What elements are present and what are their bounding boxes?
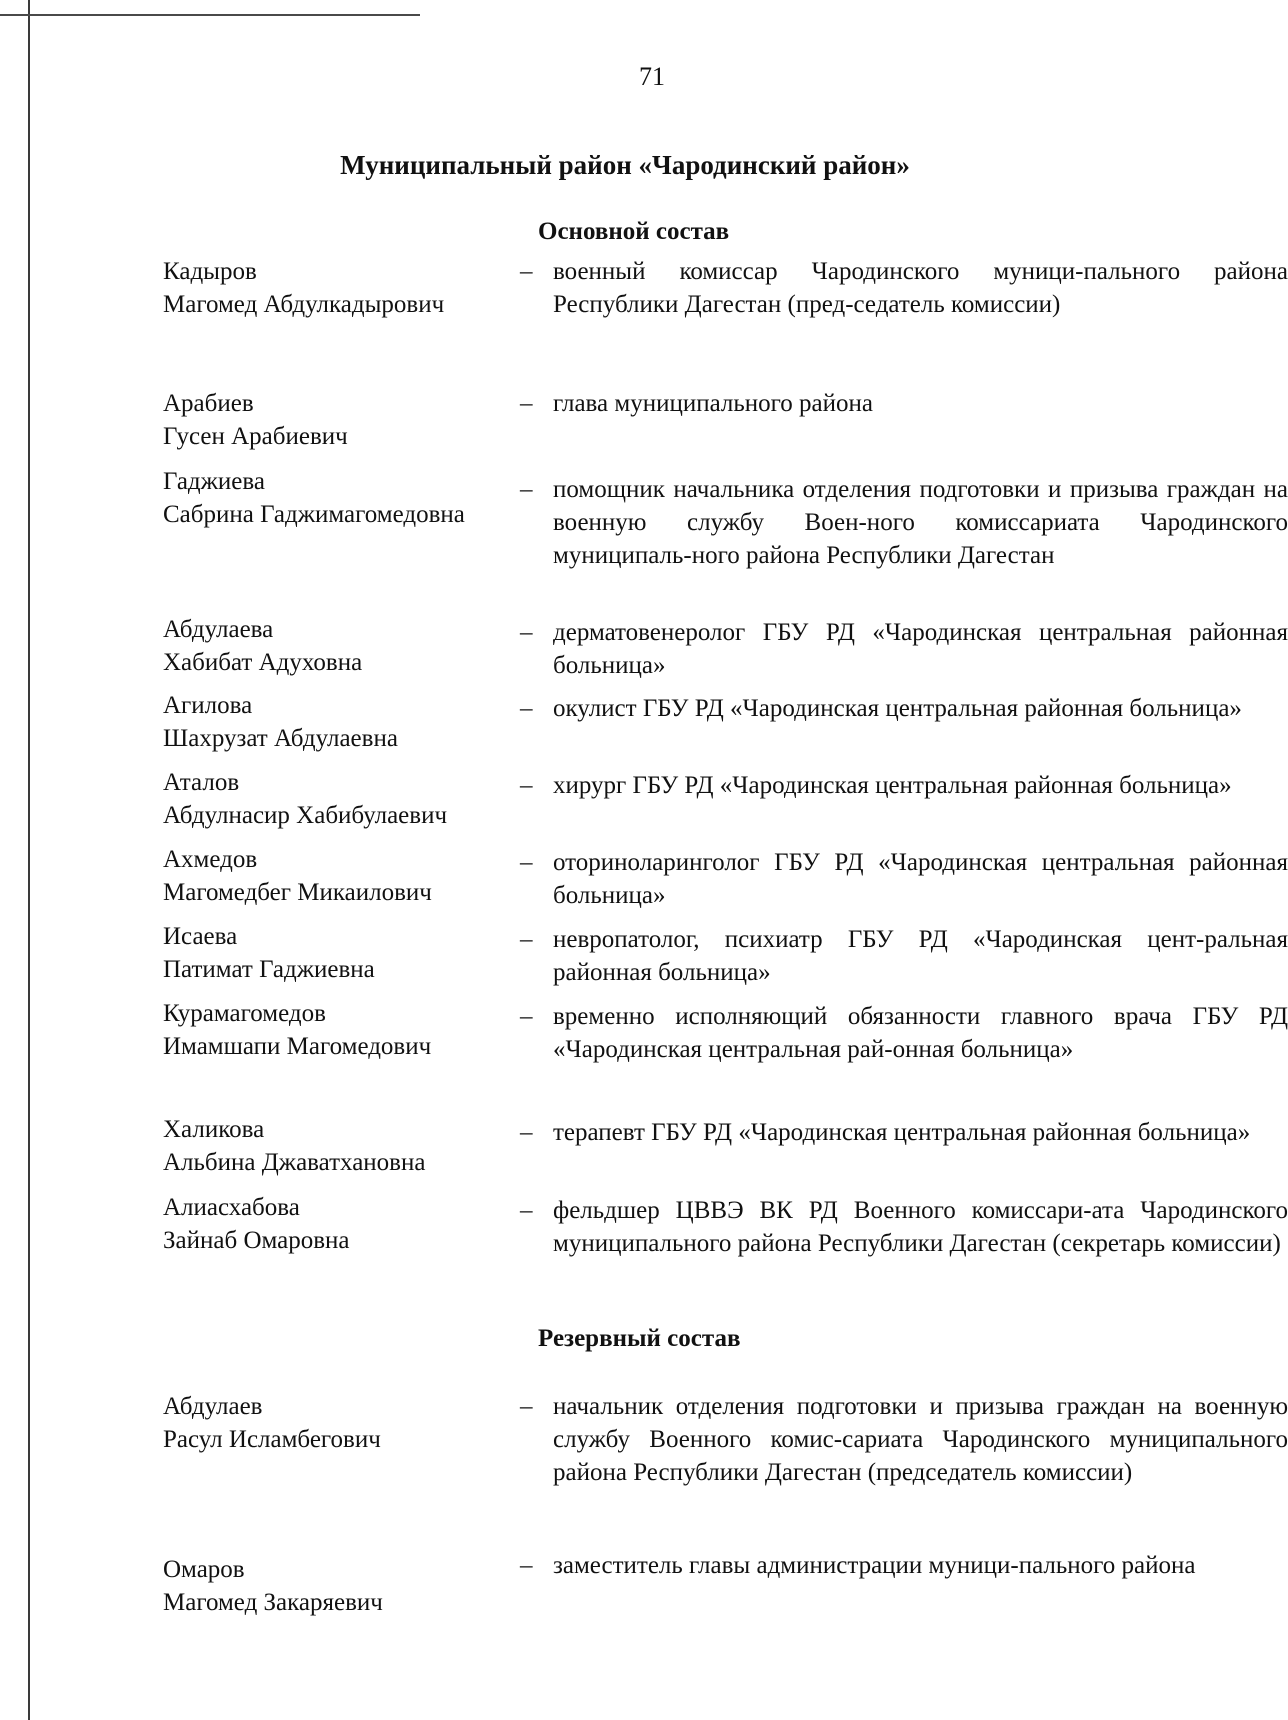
member-role: терапевт ГБУ РД «Чародинская центральная районная больница» <box>553 1119 1251 1146</box>
member-role: окулист ГБУ РД «Чародинская центральная районная больница» <box>553 695 1242 722</box>
separator-dash: – <box>520 258 533 285</box>
scan-edge-top <box>0 14 420 16</box>
member-given-name: Гусен Арабиевич <box>163 423 348 450</box>
separator-dash: – <box>520 1552 533 1579</box>
member-name <box>163 766 513 832</box>
separator-dash: – <box>520 849 533 876</box>
member-given-name: Расул Исламбегович <box>163 1426 381 1453</box>
member-given-name: Сабрина Гаджимагомедовна <box>163 501 465 528</box>
member-role: хирург ГБУ РД «Чародинская центральная районная больница» <box>553 772 1232 799</box>
member-name <box>163 689 513 755</box>
member-role: оториноларинголог ГБУ РД «Чародинская центральная районная больница» <box>553 849 1288 909</box>
member-surname: Алиасхабова <box>163 1194 300 1221</box>
member-surname: Омаров <box>163 1556 245 1583</box>
member-name <box>163 465 513 531</box>
member-name <box>163 1113 513 1179</box>
member-role: временно исполняющий обязанности главного врача ГБУ РД «Чародинская центральная рай-онная больница» <box>553 1003 1288 1063</box>
member-name <box>163 920 513 986</box>
member-role: глава муниципального района <box>553 390 873 417</box>
separator-dash: – <box>520 1197 533 1224</box>
member-role: дерматовенеролог ГБУ РД «Чародинская центральная районная больница» <box>553 619 1288 679</box>
member-given-name: Патимат Гаджиевна <box>163 956 375 983</box>
member-name <box>163 613 513 679</box>
member-name <box>163 1191 513 1257</box>
member-given-name: Альбина Джаватхановна <box>163 1149 426 1176</box>
member-name <box>163 1390 513 1456</box>
member-name <box>163 1553 513 1619</box>
member-surname: Абдулаева <box>163 616 274 643</box>
separator-dash: – <box>520 476 533 503</box>
member-surname: Исаева <box>163 923 238 950</box>
member-given-name: Имамшапи Магомедович <box>163 1033 432 1060</box>
separator-dash: – <box>520 390 533 417</box>
separator-dash: – <box>520 695 533 722</box>
member-given-name: Зайнаб Омаровна <box>163 1227 350 1254</box>
separator-dash: – <box>520 1393 533 1420</box>
scan-edge-left <box>28 0 30 1720</box>
member-surname: Арабиев <box>163 390 254 417</box>
member-role: военный комиссар Чародинского муници-пального района Республики Дагестан (пред-седатель комиссии) <box>553 258 1288 318</box>
member-role: фельдшер ЦВВЭ ВК РД Военного комиссари-ата Чародинского муниципального района Республики Дагестан (секретарь комиссии) <box>553 1197 1288 1257</box>
member-surname: Абдулаев <box>163 1393 263 1420</box>
section-heading-reserve: Резервный состав <box>538 1325 741 1352</box>
member-given-name: Хабибат Адуховна <box>163 649 363 676</box>
section-heading-main: Основной состав <box>538 218 730 245</box>
member-role: начальник отделения подготовки и призыва граждан на военную службу Военного комис-сариата Чародинского муниципального района Республики Дагестан (председатель комиссии) <box>553 1393 1288 1486</box>
member-name <box>163 843 513 909</box>
member-surname: Кадыров <box>163 258 257 285</box>
member-given-name: Магомедбег Микаилович <box>163 879 432 906</box>
member-name <box>163 387 513 453</box>
member-surname: Курамагомедов <box>163 1000 326 1027</box>
member-given-name: Магомед Абдулкадырович <box>163 291 445 318</box>
separator-dash: – <box>520 1119 533 1146</box>
separator-dash: – <box>520 926 533 953</box>
member-given-name: Шахрузат Абдулаевна <box>163 725 398 752</box>
member-given-name: Магомед Закаряевич <box>163 1589 383 1616</box>
member-given-name: Абдулнасир Хабибулаевич <box>163 802 448 829</box>
page-number: 71 <box>639 62 665 91</box>
member-surname: Ахмедов <box>163 846 258 873</box>
member-surname: Агилова <box>163 692 253 719</box>
separator-dash: – <box>520 619 533 646</box>
separator-dash: – <box>520 772 533 799</box>
member-name <box>163 255 513 321</box>
member-role: помощник начальника отделения подготовки и призыва граждан на военную службу Воен-ного комиссариата Чародинского муниципаль-ного района Республики Дагестан <box>553 476 1288 569</box>
page-title: Муниципальный район «Чародинский район» <box>340 150 910 180</box>
member-role: невропатолог, психиатр ГБУ РД «Чародинская цент-ральная районная больница» <box>553 926 1288 986</box>
member-name <box>163 997 513 1063</box>
member-surname: Гаджиева <box>163 468 265 495</box>
member-surname: Халикова <box>163 1116 265 1143</box>
member-role: заместитель главы администрации муници-пального района <box>553 1552 1196 1579</box>
separator-dash: – <box>520 1003 533 1030</box>
member-surname: Аталов <box>163 769 240 796</box>
